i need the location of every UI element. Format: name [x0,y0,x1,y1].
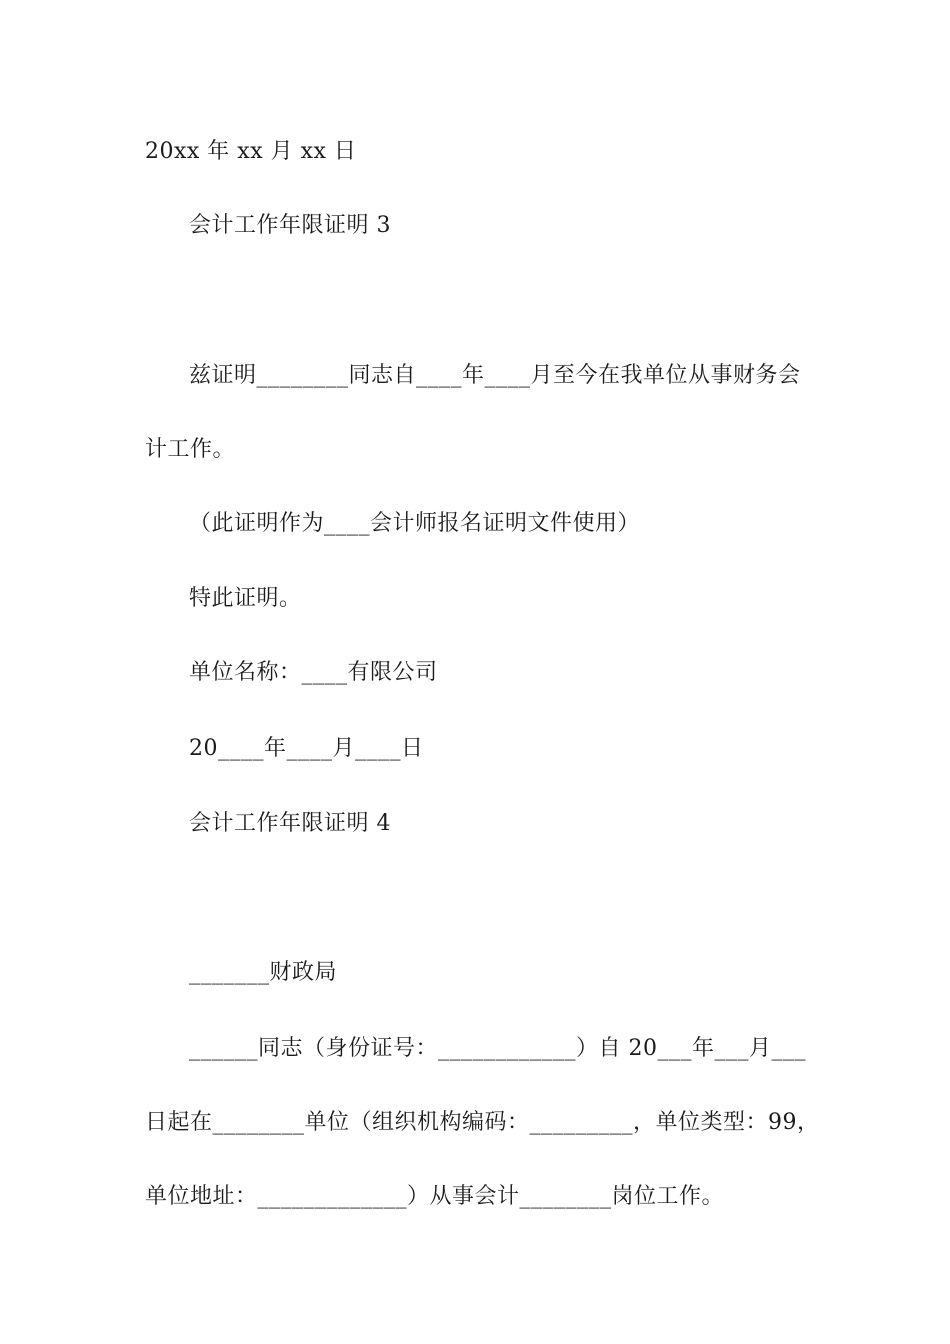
recipient-finance-bureau: _______财政局 [189,960,338,985]
body-paragraph-line-1: ______同志（身份证号：____________）自 20___年___月___ [189,1036,806,1061]
usage-note: （此证明作为____会计师报名证明文件使用） [189,511,641,536]
certify-paragraph-line-1: 兹证明________同志自____年____月至今在我单位从事财务会 [189,363,801,388]
certify-paragraph-line-2: 计工作。 [145,437,236,462]
hereby-certify: 特此证明。 [189,586,302,611]
body-paragraph-line-2: 日起在________单位（组织机构编码：_________，单位类型：99， [145,1110,820,1135]
section-title-4: 会计工作年限证明 4 [189,811,391,836]
company-name-line: 单位名称：____有限公司 [189,660,438,685]
section-title-3: 会计工作年限证明 3 [189,213,391,238]
date-line: 20xx 年 xx 月 xx 日 [145,139,357,164]
signature-date-line: 20____年____月____日 [189,736,424,761]
body-paragraph-line-3: 单位地址：_____________）从事会计________岗位工作。 [145,1184,725,1209]
